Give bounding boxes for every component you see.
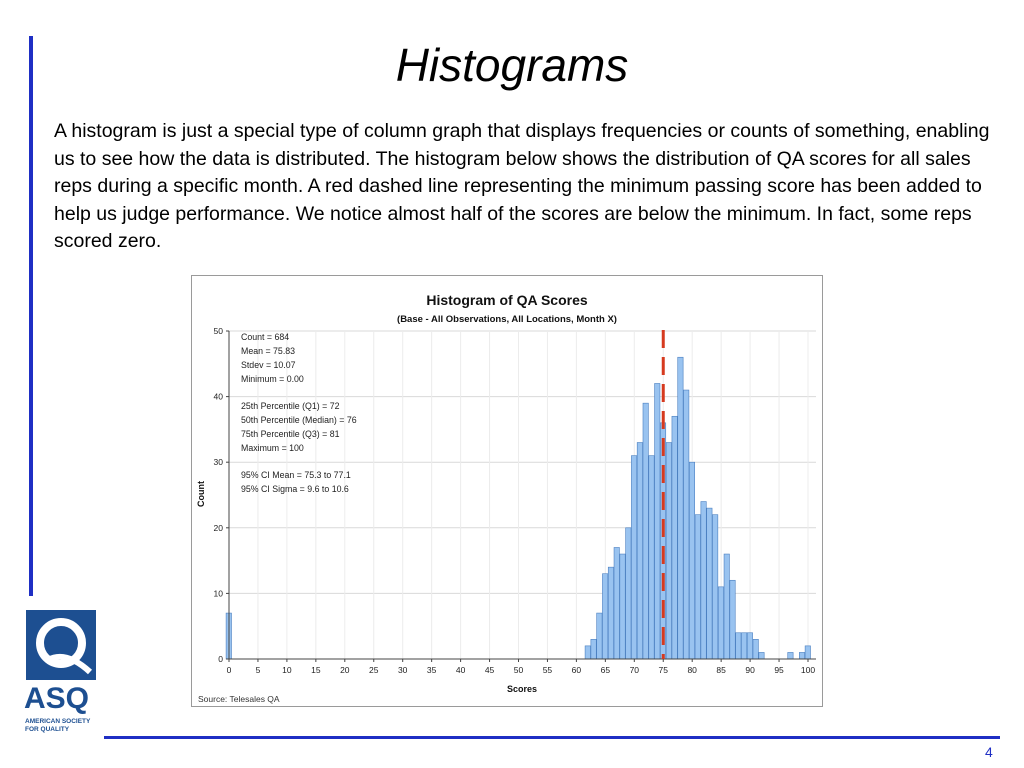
- histogram-bar-89: [741, 633, 746, 659]
- x-tick-label-25: 25: [369, 665, 379, 675]
- stats-line-2-1: 25th Percentile (Q1) = 72: [241, 401, 340, 411]
- x-tick-label-0: 0: [226, 665, 232, 675]
- stats-line-1-1: Count = 684: [241, 332, 290, 342]
- histogram-svg: [192, 276, 822, 706]
- histogram-bar-87: [730, 580, 735, 659]
- stats-line-2-2: 50th Percentile (Median) = 76: [241, 415, 357, 425]
- x-tick-label-70: 70: [629, 665, 640, 675]
- y-tick-label-0: 0: [218, 654, 223, 664]
- y-tick-label-30: 30: [213, 457, 223, 468]
- x-tick-label-75: 75: [658, 665, 668, 675]
- histogram-bar-77: [672, 416, 677, 659]
- histogram-bar-64: [597, 613, 602, 659]
- histogram-bar-97: [788, 652, 793, 659]
- x-tick-label-40: 40: [455, 665, 466, 675]
- histogram-bar-69: [626, 528, 631, 659]
- stats-line-3-2: 95% CI Sigma = 9.6 to 10.6: [241, 484, 349, 494]
- stats-line-3-1: 95% CI Mean = 75.3 to 77.1: [241, 470, 351, 480]
- histogram-bar-99: [799, 652, 804, 659]
- histogram-bar-81: [695, 515, 700, 659]
- histogram-bar-74: [655, 383, 660, 659]
- chart-title: Histogram of QA Scores: [426, 292, 588, 308]
- x-tick-label-65: 65: [600, 665, 611, 675]
- x-tick-label-80: 80: [687, 665, 697, 675]
- x-tick-label-90: 90: [745, 665, 755, 675]
- histogram-bar-63: [591, 639, 596, 659]
- x-tick-label-85: 85: [716, 665, 726, 675]
- stats-line-1-4: Minimum = 0.00: [241, 374, 304, 384]
- chart-subtitle: (Base - All Observations, All Locations, Month X): [397, 314, 617, 325]
- histogram-bar-92: [759, 652, 764, 659]
- x-tick-label-95: 95: [774, 665, 784, 675]
- stats-line-1-2: Mean = 75.83: [241, 346, 296, 356]
- histogram-bar-62: [585, 646, 590, 659]
- histogram-bar-65: [602, 574, 607, 659]
- histogram-bar-100: [805, 646, 810, 659]
- histogram-chart: [191, 275, 823, 707]
- histogram-bar-67: [614, 547, 619, 659]
- histogram-bar-88: [736, 633, 741, 659]
- histogram-bar-70: [631, 456, 636, 659]
- stats-line-2-4: Maximum = 100: [241, 443, 304, 453]
- histogram-bar-84: [712, 515, 717, 659]
- slide-body-text: A histogram is just a special type of column graph that displays frequencies or counts of something, enabling us to see how the data is distributed. The histogram below shows the distribution of QA scores for all sales reps during a specific month. A red dashed line representing the minimum passing score has been added to help us judge performance. We notice almost half of the scores are below the minimum. In fact, some reps scored zero.: [54, 120, 990, 252]
- y-tick-label-40: 40: [213, 391, 223, 402]
- asq-subtitle-line1: AMERICAN SOCIETY: [25, 718, 91, 725]
- histogram-bar-90: [747, 633, 752, 659]
- x-tick-label-60: 60: [571, 665, 582, 675]
- x-tick-label-35: 35: [426, 665, 437, 675]
- histogram-bar-76: [666, 443, 671, 659]
- asq-subtitle-line2: FOR QUALITY: [25, 726, 70, 733]
- histogram-bar-78: [678, 357, 683, 659]
- histogram-bar-91: [753, 639, 758, 659]
- x-axis-label: Scores: [506, 684, 538, 694]
- chart-source: Source: Telesales QA: [198, 694, 280, 704]
- histogram-bar-85: [718, 587, 723, 659]
- histogram-bar-82: [701, 502, 706, 659]
- y-axis-label: Count: [196, 481, 206, 507]
- asq-q-mark-icon: [26, 610, 96, 680]
- x-tick-label-15: 15: [311, 665, 321, 675]
- histogram-bar-75: [660, 423, 665, 659]
- histogram-bar-73: [649, 456, 654, 659]
- histogram-bar-71: [637, 443, 642, 659]
- left-accent-rule: [29, 36, 33, 596]
- x-tick-label-55: 55: [542, 665, 553, 675]
- x-tick-label-10: 10: [282, 665, 292, 675]
- asq-logo-subtitle: [25, 718, 115, 734]
- x-tick-label-20: 20: [340, 665, 350, 675]
- x-tick-label-5: 5: [255, 665, 261, 675]
- x-tick-label-100: 100: [800, 665, 816, 675]
- bottom-accent-rule: [104, 736, 1000, 739]
- slide-title: Histograms: [395, 39, 629, 91]
- page-number: 4: [985, 744, 993, 760]
- x-tick-label-50: 50: [513, 665, 524, 675]
- stats-line-2-3: 75th Percentile (Q3) = 81: [241, 429, 340, 439]
- histogram-bar-80: [689, 462, 694, 659]
- histogram-bar-83: [707, 508, 712, 659]
- histogram-bar-79: [684, 390, 689, 659]
- histogram-bar-66: [608, 567, 613, 659]
- stats-line-1-3: Stdev = 10.07: [241, 360, 296, 370]
- histogram-bar-86: [724, 554, 729, 659]
- y-tick-label-10: 10: [213, 588, 223, 599]
- y-tick-label-20: 20: [213, 522, 223, 533]
- y-tick-label-50: 50: [213, 326, 223, 336]
- asq-logo: [24, 610, 100, 736]
- histogram-bar-68: [620, 554, 625, 659]
- x-tick-label-45: 45: [484, 665, 495, 675]
- asq-logo-text: ASQ: [24, 682, 90, 715]
- x-tick-label-30: 30: [397, 665, 408, 675]
- histogram-bar-72: [643, 403, 648, 659]
